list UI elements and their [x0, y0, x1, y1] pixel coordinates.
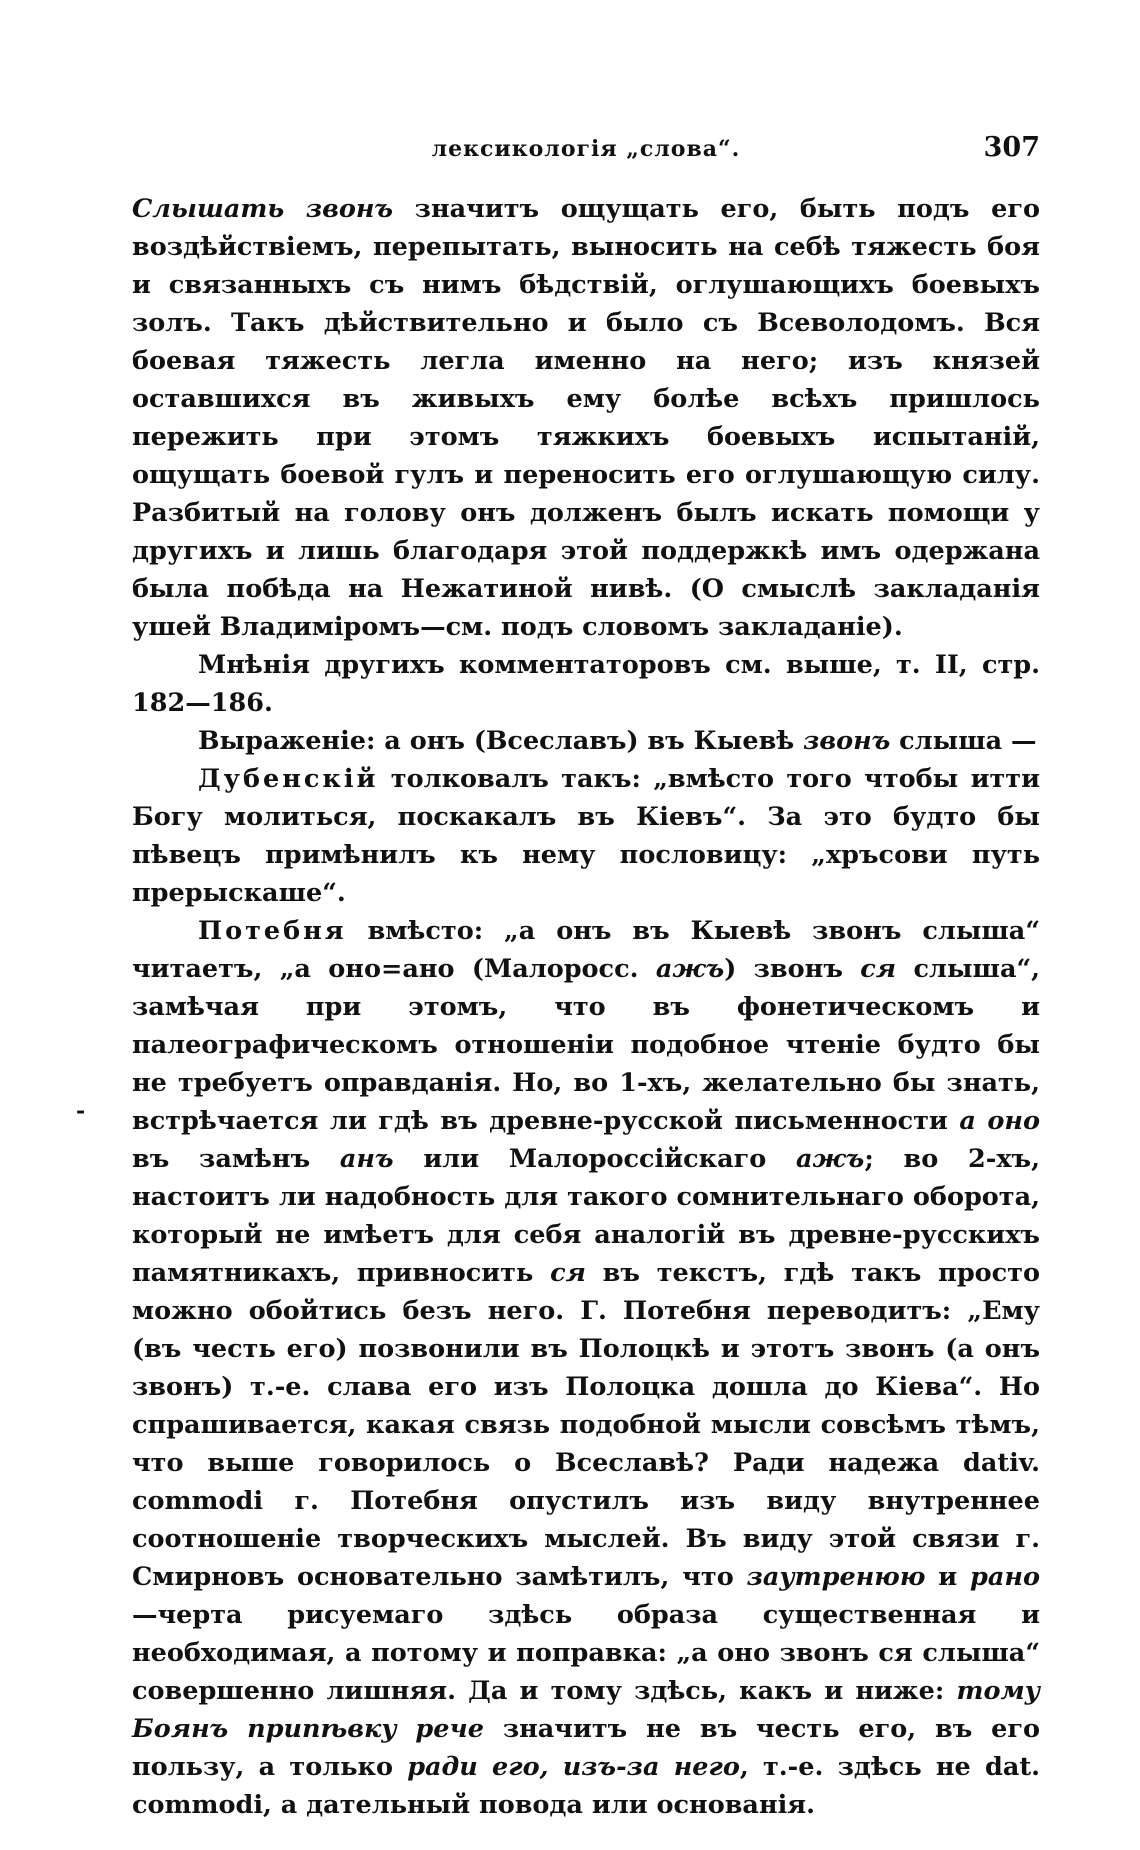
italic-text: звонъ	[803, 726, 891, 756]
italic-text: ажъ	[655, 954, 725, 984]
text-segment: ) звонъ	[724, 954, 861, 984]
text-segment: и	[925, 1562, 971, 1592]
text-segment: , т.-е. здѣсь не dat. commodi, а дательный повода или основанія.	[132, 1752, 1040, 1820]
text-segment: Выраженіе: а онъ (Всеславъ) въ Кыевѣ	[198, 726, 804, 756]
text-segment: въ замѣнъ	[132, 1144, 340, 1174]
italic-text: анъ	[339, 1144, 394, 1174]
body-text	[132, 190, 1040, 1824]
running-title: лексикологія „слова“.	[431, 136, 741, 162]
italic-text: ради его, изъ-за него	[407, 1752, 740, 1782]
paragraph	[132, 190, 1040, 646]
margin-mark: -	[76, 1098, 86, 1124]
text-segment: или Малороссійскаго	[393, 1144, 796, 1174]
text-segment: ; во 2-хъ, настоитъ ли надобность для такого сомнительнаго оборота, который не имѣетъ для себя аналогій въ древне-русскихъ памятникахъ, привносить	[132, 1144, 1040, 1288]
paragraph	[132, 722, 1040, 760]
page-number: 307	[983, 132, 1040, 163]
italic-text: ся	[860, 954, 897, 984]
italic-text: рано	[970, 1562, 1040, 1592]
text-segment: вмѣсто: „а онъ въ Кыевѣ звонъ слыша“ читаетъ, „а оно=ано (Малоросс.	[132, 916, 1040, 984]
italic-text: ажъ	[795, 1144, 865, 1174]
italic-text: а оно	[959, 1106, 1040, 1136]
text-segment: въ текстъ, гдѣ такъ просто можно обойтись безъ него. Г. Потебня переводитъ: „Ему (въ честь его) позвонили въ Полоцкѣ и этотъ звонъ (а онъ звонъ) т.-е. слава его изъ Полоцка дошла до Кіева“. Но спрашивается, какая связь подобной мысли совсѣмъ тѣмъ, что выше говорилось о Всеславѣ? Ради надежа dativ. commodi г. Потебня опустилъ изъ виду внутреннее соотношеніе творческихъ мыслей. Въ виду этой связи г. Смирновъ основательно замѣтилъ, что	[132, 1258, 1040, 1592]
text-segment: значитъ не въ честь его, въ его пользу, а только	[132, 1714, 1040, 1782]
spaced-name: Дубенскій	[198, 764, 379, 794]
text-segment: значитъ ощущать его, быть подъ его воздѣйствіемъ, перепытать, выносить на себѣ тяжесть боя и связанныхъ съ нимъ бѣдствій, оглушающихъ боевыхъ золъ. Такъ дѣйствительно и было съ Всеволодомъ. Вся боевая тяжесть легла именно на него; изъ князей оставшихся въ живыхъ ему болѣе всѣхъ пришлось пережить при этомъ тяжкихъ боевыхъ испытаній, ощущать боевой гулъ и переносить его оглушающую силу. Разбитый на голову онъ долженъ былъ искать помощи у другихъ и лишь благодаря этой поддержкѣ имъ одержана была побѣда на Нежатиной нивѣ. (О смыслѣ закладанія ушей Владиміромъ—см. подъ словомъ закладаніе).	[132, 194, 1040, 642]
italic-text: ся	[550, 1258, 586, 1288]
text-segment: слыша —	[890, 726, 1037, 756]
text-segment: толковалъ такъ: „вмѣсто того чтобы итти Богу молиться, поскакалъ въ Кіевъ“. За это будто бы пѣвецъ примѣнилъ къ нему пословицу: „хръсови путь прерыскаше“.	[132, 764, 1040, 908]
italic-text: тому Боянъ припѣвку рече	[132, 1676, 1040, 1744]
paragraph	[132, 760, 1040, 912]
italic-text: заутренюю	[746, 1562, 926, 1592]
text-segment: Мнѣнія другихъ комментаторовъ см. выше, т. II, стр. 182—186.	[132, 650, 1040, 718]
italic-text: Слышать звонъ	[132, 194, 394, 224]
spaced-name: Потебня	[198, 916, 347, 946]
paragraph	[132, 912, 1040, 1824]
page-header	[132, 132, 1040, 172]
paragraph	[132, 646, 1040, 722]
text-segment: —черта рисуемаго здѣсь образа существенная и необходимая, а потому и поправка: „а оно звонъ ся слыша“ совершенно лишняя. Да и тому здѣсь, какъ и ниже:	[132, 1600, 1040, 1706]
text-segment: слыша“, замѣчая при этомъ, что въ фонетическомъ и палеографическомъ отношеніи подобное чтеніе будто бы не требуетъ оправданія. Но, во 1-хъ, желательно бы знать, встрѣчается ли гдѣ въ древне-русской письменности	[132, 954, 1041, 1136]
